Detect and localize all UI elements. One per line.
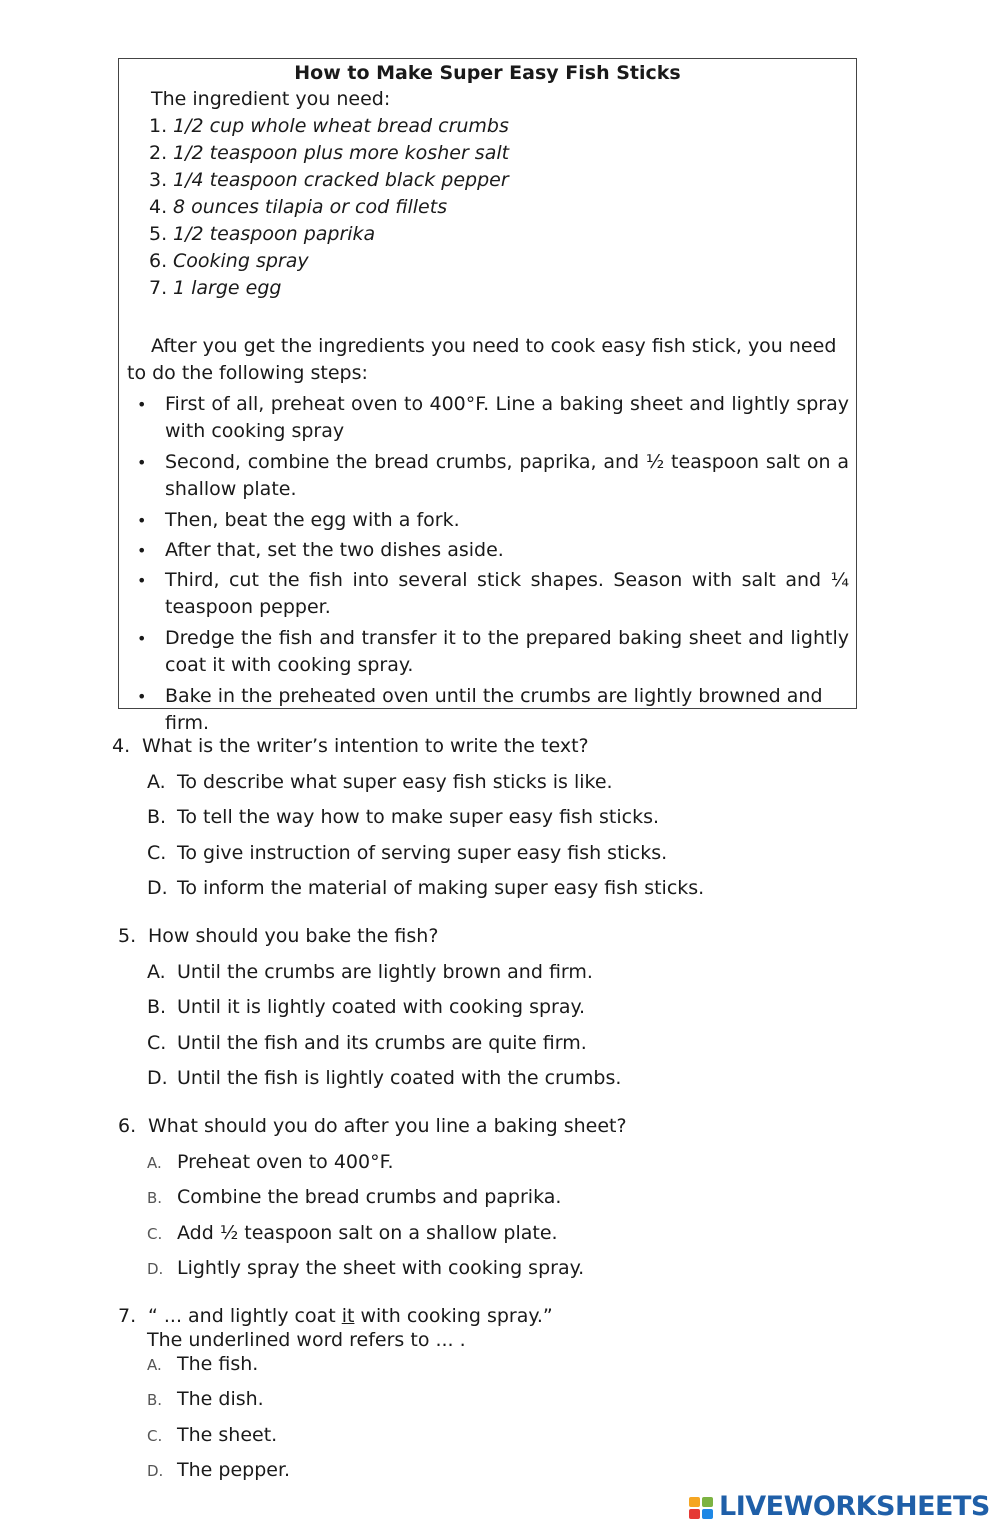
question-6-option-a[interactable]: A. Preheat oven to 400°F. [147, 1151, 394, 1173]
step-item: • Second, combine the bread crumbs, paprika, and ½ teaspoon salt on a shallow plate. [165, 449, 849, 503]
logo-text: LIVEWORKSHEETS [719, 1491, 990, 1522]
step-item: • Dredge the fish and transfer it to the prepared baking sheet and lightly coat it with cooking spray. [165, 625, 849, 679]
step-item: • Then, beat the egg with a fork. [165, 507, 849, 534]
question-5-option-a[interactable]: A. Until the crumbs are lightly brown and firm. [147, 961, 593, 983]
question-4-option-d[interactable]: D. To inform the material of making super easy fish sticks. [147, 877, 705, 899]
reading-text-box [118, 58, 857, 734]
question-4-option-a[interactable]: A. To describe what super easy fish sticks is like. [147, 771, 613, 793]
ingredient-item: 4. 8 ounces tilapia or cod fillets [149, 196, 448, 218]
step-item: • First of all, preheat oven to 400°F. Line a baking sheet and lightly spray with cooking spray [165, 391, 849, 445]
question-6-option-b[interactable]: B. Combine the bread crumbs and paprika. [147, 1186, 562, 1208]
ingredient-item: 5. 1/2 teaspoon paprika [149, 223, 376, 245]
question-6-option-c[interactable]: C. Add ½ teaspoon salt on a shallow plate. [147, 1222, 558, 1244]
reading-title: How to Make Super Easy Fish Sticks [294, 62, 681, 84]
ingredient-item: 7. 1 large egg [149, 277, 282, 299]
step-item: • Third, cut the fish into several stick shapes. Season with salt and ¼ teaspoon pepper. [165, 567, 849, 621]
question-4-option-c[interactable]: C. To give instruction of serving super easy fish sticks. [147, 842, 668, 864]
question-7-option-c[interactable]: C. The sheet. [147, 1424, 278, 1446]
question-7-prompt: The underlined word refers to ... . [147, 1329, 466, 1351]
ingredients-intro: The ingredient you need: [151, 88, 391, 110]
question-7-option-b[interactable]: B. The dish. [147, 1388, 264, 1410]
step-item: • After that, set the two dishes aside. [165, 537, 849, 564]
question-6-option-d[interactable]: D. Lightly spray the sheet with cooking spray. [147, 1257, 585, 1279]
ingredient-item: 1. 1/2 cup whole wheat bread crumbs [149, 115, 509, 137]
question-5-option-d[interactable]: D. Until the fish is lightly coated with the crumbs. [147, 1067, 622, 1089]
question-5-option-b[interactable]: B. Until it is lightly coated with cooking spray. [147, 996, 586, 1018]
ingredient-item: 6. Cooking spray [149, 250, 309, 272]
steps-intro-paragraph: After you get the ingredients you need to cook easy fish stick, you need to do the following steps: [127, 335, 837, 384]
question-5-option-c[interactable]: C. Until the fish and its crumbs are quite firm. [147, 1032, 587, 1054]
ingredient-item: 2. 1/2 teaspoon plus more kosher salt [149, 142, 510, 164]
step-item: • Bake in the preheated oven until the crumbs are lightly browned and firm. [165, 683, 849, 737]
underlined-word: it [341, 1305, 355, 1327]
question-4: 4. What is the writer’s intention to write the text? [112, 735, 589, 757]
question-7: 7. “ ... and lightly coat it with cooking spray.” [118, 1305, 553, 1327]
liveworksheets-logo [689, 1491, 989, 1527]
question-5: 5. How should you bake the fish? [118, 925, 439, 947]
question-6: 6. What should you do after you line a baking sheet? [118, 1115, 627, 1137]
question-4-option-b[interactable]: B. To tell the way how to make super easy fish sticks. [147, 806, 660, 828]
liveworksheets-logo-icon [689, 1497, 715, 1521]
question-7-option-a[interactable]: A. The fish. [147, 1353, 259, 1375]
ingredient-item: 3. 1/4 teaspoon cracked black pepper [149, 169, 509, 191]
question-7-option-d[interactable]: D. The pepper. [147, 1459, 291, 1481]
